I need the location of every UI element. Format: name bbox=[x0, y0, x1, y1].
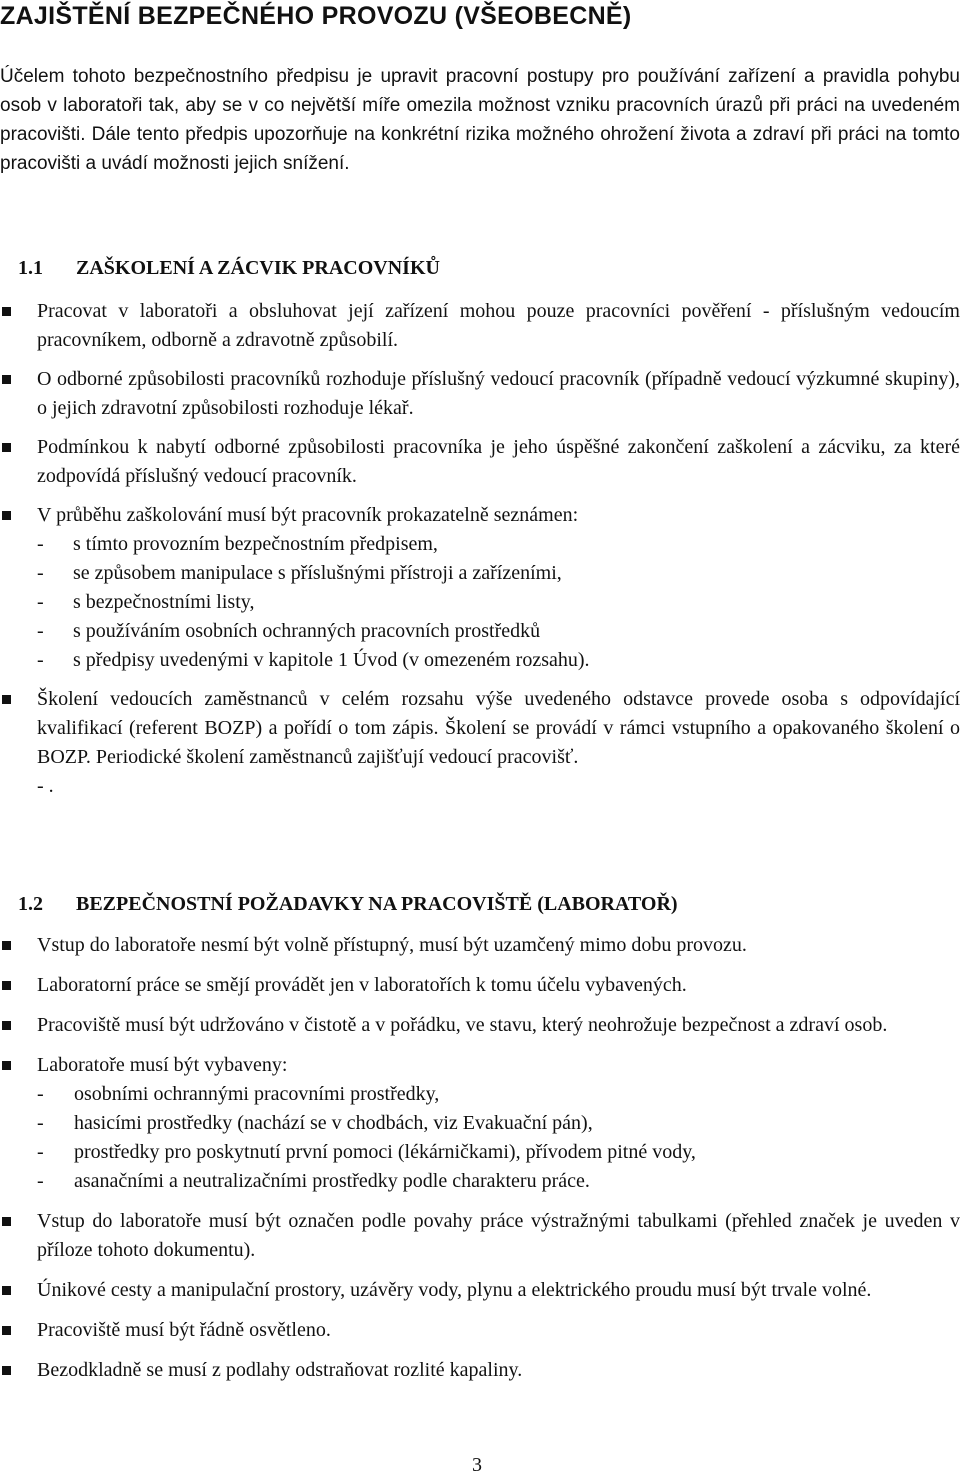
section-heading-1-1 bbox=[18, 257, 440, 280]
section-number: 1.1 bbox=[18, 257, 43, 279]
list-item: Podmínkou k nabytí odborné způsobilosti pracovníka je jeho úspěšné zakončení zaškolení a zácviku, za které zodpovídá příslušný vedoucí pracovník. bbox=[0, 433, 960, 491]
page-title: ZAJIŠTĚNÍ BEZPEČNÉHO PROVOZU (VŠEOBECNĚ) bbox=[0, 2, 632, 30]
list-item: Pracoviště musí být řádně osvětleno. bbox=[0, 1316, 960, 1345]
list-item: Školení vedoucích zaměstnanců v celém rozsahu výše uvedeného odstavce provede osoba s odpovídající kvalifikací (referent BOZP) a pořídí o tom zápis. Školení se provádí v rámci vstupního a opakovaného školení o BOZP. Periodické školení zaměstnanců zajišťují vedoucí pracovišť. - . bbox=[0, 685, 960, 801]
dash-bullet-icon: - bbox=[37, 1170, 44, 1192]
sub-list-item: - s předpisy uvedenými v kapitole 1 Úvod (v omezeném rozsahu). bbox=[37, 646, 960, 675]
square-bullet-icon bbox=[2, 941, 11, 950]
square-bullet-icon bbox=[2, 1021, 11, 1030]
bullet-list-1-2 bbox=[0, 931, 960, 1385]
square-bullet-icon bbox=[2, 1286, 11, 1295]
dash-bullet-icon: - bbox=[37, 533, 44, 555]
sub-list-item: - s bezpečnostními listy, bbox=[37, 588, 960, 617]
square-bullet-icon bbox=[2, 981, 11, 990]
square-bullet-icon bbox=[2, 443, 11, 452]
list-item: Laboratorní práce se smějí provádět jen v laboratořích k tomu účelu vybavených. bbox=[0, 971, 960, 1000]
bullet-list-1-1 bbox=[0, 297, 960, 801]
intro-paragraph: Účelem tohoto bezpečnostního předpisu je upravit pracovní postupy pro používání zařízení a pravidla pohybu osob v laboratoři tak, aby se v co největší míře omezila možnost vzniku pracovních úrazů při práci na uvedeném pracovišti. Dále tento předpis upozorňuje na konkrétní rizika možného ohrožení života a zdraví při práci na tomto pracovišti a uvádí možnosti jejich snížení. bbox=[0, 66, 960, 174]
sub-list-item: - s používáním osobních ochranných pracovních prostředků bbox=[37, 617, 960, 646]
list-item: Laboratoře musí být vybaveny: - osobními ochrannými pracovními prostředky, - hasicími prostředky (nachází se v chodbách, viz Evakuační pán), - prostředky pro poskytnutí první pomoci (lékárničkami), přívodem pitné vody, - asanačními a neutralizačními prostředky podle charakteru práce. bbox=[0, 1051, 960, 1196]
square-bullet-icon bbox=[2, 1366, 11, 1375]
sub-list bbox=[37, 530, 960, 675]
square-bullet-icon bbox=[2, 1061, 11, 1070]
list-item: O odborné způsobilosti pracovníků rozhoduje příslušný vedoucí pracovník (případně vedoucí výzkumné skupiny), o jejich zdravotní způsobilosti rozhoduje lékař. bbox=[0, 365, 960, 423]
list-item: V průběhu zaškolování musí být pracovník prokazatelně seznámen: - s tímto provozním bezpečnostním předpisem, - se způsobem manipulace s příslušnými přístroji a zařízeními, - s bezpečnostními listy, - s používáním osobních ochranných pracovních prostředků - s předpisy uvedenými v kapitole 1 Úvod (v omezeném rozsahu). bbox=[0, 501, 960, 675]
dash-bullet-icon: - bbox=[37, 1083, 44, 1105]
dash-bullet-icon: - bbox=[37, 1112, 44, 1134]
square-bullet-icon bbox=[2, 1217, 11, 1226]
dash-bullet-icon: - bbox=[37, 620, 44, 642]
trailing-mark: - . bbox=[37, 775, 54, 797]
square-bullet-icon bbox=[2, 1326, 11, 1335]
section-title: ZAŠKOLENÍ A ZÁCVIK PRACOVNÍKŮ bbox=[76, 257, 440, 279]
square-bullet-icon bbox=[2, 511, 11, 520]
list-item: Únikové cesty a manipulační prostory, uzávěry vody, plynu a elektrického proudu musí být trvale volné. bbox=[0, 1276, 960, 1305]
square-bullet-icon bbox=[2, 375, 11, 384]
square-bullet-icon bbox=[2, 307, 11, 316]
sub-list-item: - se způsobem manipulace s příslušnými přístroji a zařízeními, bbox=[37, 559, 960, 588]
sub-list-item: - hasicími prostředky (nachází se v chodbách, viz Evakuační pán), bbox=[37, 1109, 960, 1138]
list-item: Vstup do laboratoře nesmí být volně přístupný, musí být uzamčený mimo dobu provozu. bbox=[0, 931, 960, 960]
list-item: Bezodkladně se musí z podlahy odstraňovat rozlité kapaliny. bbox=[0, 1356, 960, 1385]
square-bullet-icon bbox=[2, 695, 11, 704]
dash-bullet-icon: - bbox=[37, 649, 44, 671]
list-item: Pracoviště musí být udržováno v čistotě a v pořádku, ve stavu, který neohrožuje bezpečnost a zdraví osob. bbox=[0, 1011, 960, 1040]
sub-list-item: - osobními ochrannými pracovními prostředky, bbox=[37, 1080, 960, 1109]
sub-list bbox=[37, 1080, 960, 1196]
sub-list-item: - asanačními a neutralizačními prostředky podle charakteru práce. bbox=[37, 1167, 960, 1196]
dash-bullet-icon: - bbox=[37, 562, 44, 584]
section-number: 1.2 bbox=[18, 893, 43, 915]
dash-bullet-icon: - bbox=[37, 1141, 44, 1163]
section-heading-1-2 bbox=[18, 893, 678, 916]
list-item: Vstup do laboratoře musí být označen podle povahy práce výstražnými tabulkami (přehled značek je uveden v příloze tohoto dokumentu). bbox=[0, 1207, 960, 1265]
dash-bullet-icon: - bbox=[37, 591, 44, 613]
section-title: BEZPEČNOSTNÍ POŽADAVKY NA PRACOVIŠTĚ (LABORATOŘ) bbox=[76, 893, 678, 915]
sub-list-item: - s tímto provozním bezpečnostním předpisem, bbox=[37, 530, 960, 559]
page-number: 3 bbox=[472, 1454, 482, 1476]
sub-list-item: - prostředky pro poskytnutí první pomoci (lékárničkami), přívodem pitné vody, bbox=[37, 1138, 960, 1167]
list-item: Pracovat v laboratoři a obsluhovat její zařízení mohou pouze pracovníci pověření - příslušným vedoucím pracovníkem, odborně a zdravotně způsobilí. bbox=[0, 297, 960, 355]
